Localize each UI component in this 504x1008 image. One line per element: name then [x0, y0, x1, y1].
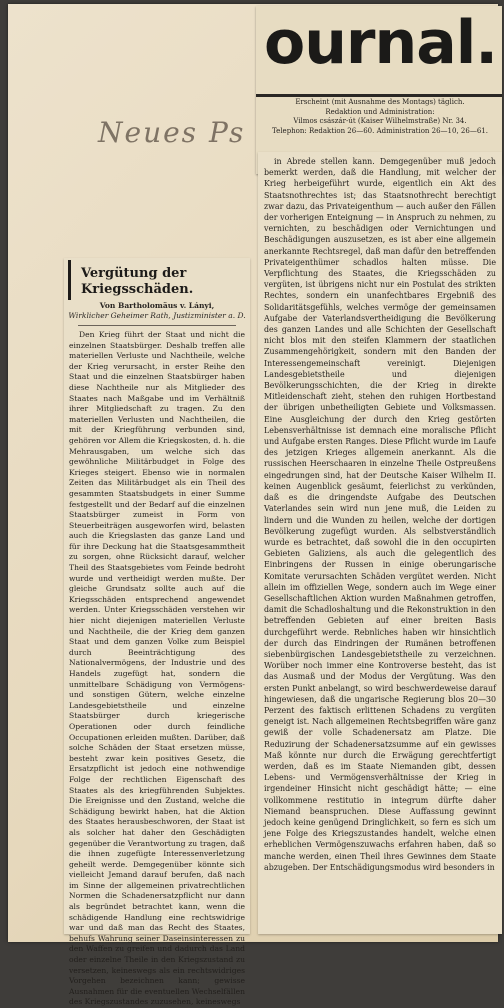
masthead-line-3: Vilmos császár-út (Kaiser Wilhelmstraße) Nr. 34.	[293, 117, 467, 125]
article-clipping-left	[64, 258, 250, 1007]
masthead-line-4: Telephon: Redaktion 26—60. Administration 26—10, 26—61.	[272, 126, 488, 135]
masthead-line-1: Erscheint (mit Ausnahme des Montags) täglich.	[295, 98, 465, 106]
article-column-right: in Abrede stellen kann. Demgegenüber muß jedoch bemerkt werden, daß die Handlung, mit welcher der Krieg herbeigeführt wurde, eigentlich ein Akt des Staatsnothrechtes ist; das Staatsnothrecht berechtigt zwar dazu, das Privateigenthum — auch außer den Fällen der vorherigen Enteignung — in Anspruch zu nehmen, zu vernichten, zu beschädigen oder Vernichtungen und Beschädigungen auszusetzen, es ist aber eine allgemein anerkannte Rechtsregel, daß man dafür den betreffenden Privateigenthümer schadlos halten müsse. Die Verpflichtung des Staates, die Kriegsschäden zu vergüten, ist übrigens nicht nur ein Postulat des strikten Rechtes, sondern ein unanfechtbares Ergebniß des Solidaritätsgefühls, welches vermöge der gemeinsamen Aufgabe der Vaterlandsvertheidigung die Bevölkerung des ganzen Landes und alle Schichten der Gesellschaft nicht blos mit den steifen Klammern der staatlichen Zusammengehörigkeit, sondern mit den Banden der Interessengemeinschaft vereinigt. Diejenigen Landesgebietstheile und diejenigen Bevölkerungsschichten, die der Krieg in direkte Mitleidenschaft zieht, stehen den ruhigen Hortbestand der übrigen unbetheiligten Gebiete und Volksmassen. Eine Ausgleichung der durch den Krieg gestörten Lebensverhältnisse ist demnach eine moralische Pflicht und Aufgabe ersten Ranges. Diese Pflicht wurde im Laufe des jetzigen Krieges allgemein anerkannt. Als die russischen Heerschaaren in einzelne Theile Ostpreußens eingedrungen sind, hat der Deutsche Kaiser Wilhelm II. keinen Augenblick gesäumt, feierlichst zu verkünden, daß es die dringendste Aufgabe des Deutschen Vaterlandes sein wird nun jene muß, die Leiden zu lindern und die Wunden zu heilen, welche der dortigen Bevölkerung zugefügt wurden. Als selbstverständlich wurde es betrachtet, daß sowohl die in den occupirten Gebieten Galiziens, als auch die gelegentlich des Einbringens der Russen in einige oberungarische Komitate verursachten Schäden vergütet werden. Nicht allein im offiziellen Wege, sondern auch im Wege einer Gesellschaftlichen Aktion wurden Maßnahmen getroffen, damit die Schadloshaltung und die Rekonstruktion in den betreffenden Gebieten auf einer breiten Basis durchgeführt werde. Rebnliches haben wir hinsichtlich der durch das Eindringen der Rumänen betroffenen siebenbürgischen Landesgebietstheile zu verzeichnen. Worüber noch immer eine Kontroverse besteht, das ist das Ausmaß und der Modus der Vergütung. Was den ersten Punkt anbelangt, so wird beschwerdeweise darauf hingewiesen, daß die ungarische Regierung blos 20—30 Perzent des faktisch erlittenen Schadens zu vergüten geneigt ist. Nach allgemeinen Rechtsbegriffen wäre ganz gewiß der volle Schadenersatz am Platze. Die Reduzirung der Schadenersatzsumme auf ein gewisses Maß könnte nur durch die Erwägung gerechtfertigt werden, daß es im Staate Niemanden gibt, dessen Lebens- und Vermögensverhältnisse der Krieg in irgendeiner Hinsicht nicht geschädigt hätte; — eine vollkommene restitutio in integrum dürfte daher Niemand beanspruchen. Diese Auffassung gewinnt jedoch keine genügend Dringlichkeit, so fern es sich um jene Folge des Kriegszustandes handelt, welche einen erheblichen Vermögenszuwachs erfahren haben, daß so manche werden, einen Theil ihres Gewinnes dem Staate abzugeben. Der Entschädigungsmodus wird besonders in	[264, 157, 497, 872]
divider	[78, 325, 236, 326]
handwritten-note: Neues Ps	[98, 116, 246, 149]
article-headline: Vergütung der Kriegsschäden.	[68, 260, 250, 300]
article-column-left: Den Krieg führt der Staat und nicht die einzelnen Staatsbürger. Deshalb treffen alle materiellen Verluste und Nachtheile, welche der Krieg verursacht, in erster Reihe den Staat und die einzelnen Staatsbürger haben diese Nachtheile nur als Mitglieder des Staates nach Maßgabe und im Verhältniß ihrer Mitgliedschaft zu tragen. Zu den materiellen Verlusten und Nachtheilen, die mit der Kriegführung verbunden sind, gehören vor Allem die Kriegskosten, d. h. die Mehrausgaben, um welche sich das gewöhnliche Militärbudget in Folge des Krieges steigert. Ebenso wie in normalen Zeiten das Militärbudget als ein Theil des gesammten Staatsbudgets in einer Summe festgestellt und der Bedarf auf die einzelnen Staatsbürger zumeist in Form von Steuerbeiträgen ausgeworfen wird, belasten auch die Kriegslasten das ganze Land und für ihre Deckung hat die Staatsgesammtheit zu sorgen, ohne Rücksicht darauf, welcher Theil des Staatsgebietes vom Feinde bedroht wurde und vertheidigt werden mußte. Der gleiche Grundsatz sollte auch auf die Kriegsschäden entsprechend angewendet werden. Unter Kriegsschäden verstehen wir hier nicht diejenigen materiellen Verluste und Nachtheile, die der Krieg dem ganzen Staat und dem ganzen Volke zum Beispiel durch Beeinträchtigung des Nationalvermögens, der Industrie und des Handels zugefügt hat, sondern die unmittelbare Schädigung von Vermögens- und sonstigen Gütern, welche einzelne Landesgebietstheile und einzelne Staatsbürger durch kriegerische Operationen oder durch feindliche Occupationen erleiden mußten. Darüber, daß solche Schäden der Staat ersetzen müsse, besteht zwar kein positives Gesetz, die Ersatzpflicht ist jedoch eine nothwendige Folge der rechtlichen Eigenschaft des Staates als des kriegführenden Subjektes. Die Ereignisse und den Zustand, welche die Schädigung bewirkt haben, hat die Aktion des Staates herausbeschworen, der Staat ist als solcher hat daher den Geschädigten gegenüber die Verantwortung zu tragen, daß die ihnen zugefügte Interessenverletzung geheilt werde. Demgegenüber könnte sich vielleicht Jemand darauf berufen, daß nach im Sinne der allgemeinen privatrechtlichen Normen die Schadenersatzpflicht nur dann als begründet betrachtet kann, wenn die schädigende Handlung eine rechtswidrige war und daß man das Recht des Staates, behufs Wahrung seiner Daseinsinteressen zu den Waffen zu greifen und dadurch das Land oder einzelne Theile in den Kriegszustand zu versetzen, keineswegs als ein rechtswidriges Vorgehen bezeichnen kann; gewisse Ausnahmen für die eventuellen Wechselfällen des Kriegszustandes zuzusehen, keineswegs	[69, 330, 246, 1007]
masthead-info	[262, 98, 498, 136]
article-author-role: Wirklicher Geheimer Rath, Justizminister a. D.	[68, 311, 246, 320]
newspaper-masthead	[256, 6, 502, 174]
article-byline: Von Bartholomäus v. Lányi,	[99, 301, 215, 310]
masthead-rule	[256, 94, 502, 97]
article-clipping-right	[258, 152, 502, 934]
masthead-line-2: Redaktion und Administration:	[325, 107, 435, 116]
mounting-board	[8, 4, 498, 1007]
masthead-title: ournal.	[264, 8, 498, 78]
